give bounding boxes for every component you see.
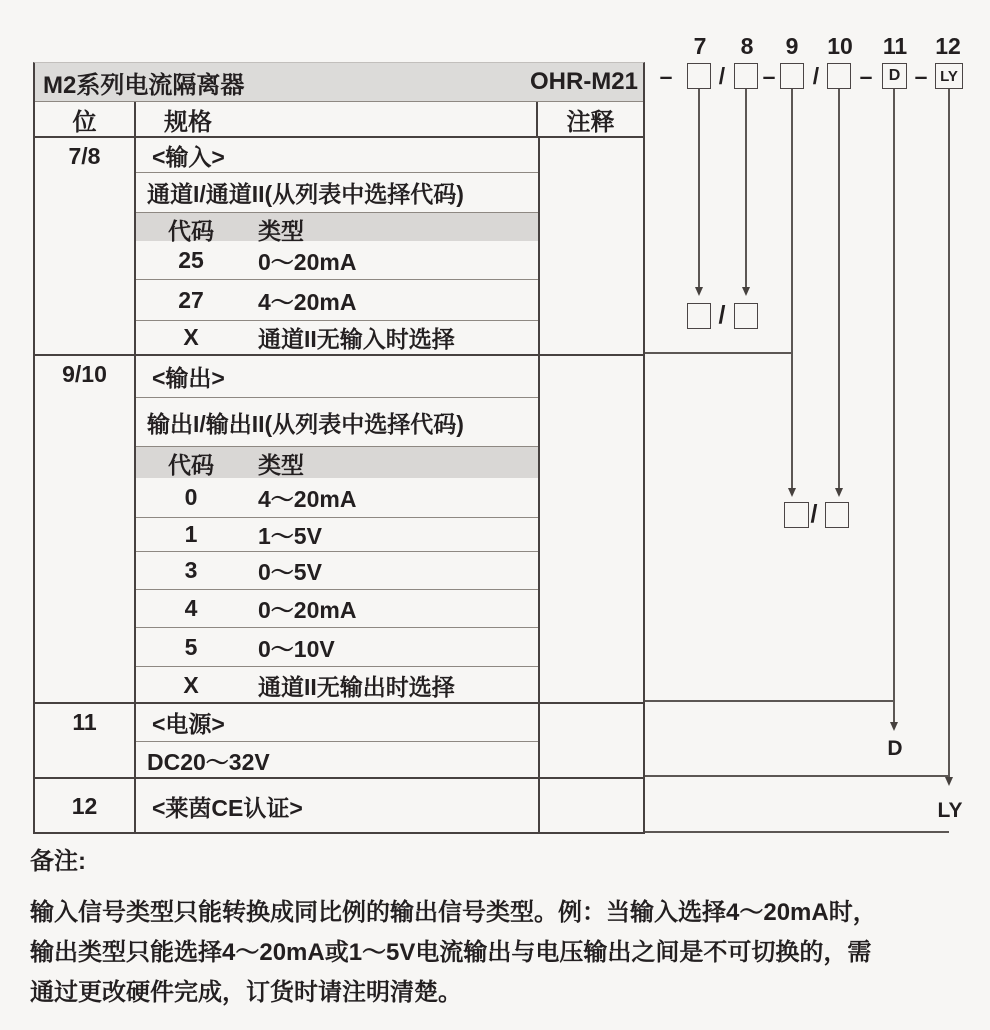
digit-box-11-d: D <box>882 63 907 89</box>
position-value: 11 <box>72 709 97 735</box>
note-cell-empty <box>538 138 643 354</box>
note-cell-empty <box>538 356 643 704</box>
type-value: 0～5V <box>258 559 322 585</box>
type-value: 0～10V <box>258 635 335 662</box>
input-channel-box-2 <box>734 303 758 329</box>
remarks-line-1: 输入信号类型只能转换成同比例的输出信号类型。例：当输入选择4～20mA时， <box>30 899 877 926</box>
arrowhead-digit-12 <box>945 777 953 786</box>
type-header-label: 类型 <box>258 218 304 244</box>
type-value: 通道II无输出时选择 <box>258 674 455 700</box>
type-header-label: 类型 <box>258 452 304 478</box>
digit-box-8 <box>734 63 758 89</box>
input-pair-slash: / <box>718 301 726 329</box>
digit-label-10: 10 <box>827 33 853 59</box>
digit-label-12: 12 <box>935 33 961 59</box>
dash-separator-1: – <box>659 62 673 89</box>
position-value: 9/10 <box>62 361 107 387</box>
code-row <box>136 478 538 517</box>
type-value: 0～20mA <box>258 597 357 623</box>
power-code-label: D <box>887 737 903 760</box>
remarks-line-3: 通过更改硬件完成，订货时请注明清楚。 <box>30 979 462 1006</box>
code-header-label: 代码 <box>168 218 214 244</box>
position-cell-12 <box>35 779 136 834</box>
code-value: 3 <box>184 557 198 583</box>
arrowhead-digit-7 <box>695 287 703 296</box>
output-pair-slash: / <box>810 500 818 528</box>
remarks-title: 备注: <box>30 848 86 875</box>
dash-separator-2: – <box>762 62 776 89</box>
arrowhead-digit-9 <box>788 488 796 497</box>
spec-column-ce <box>136 779 538 834</box>
type-value: 1～5V <box>258 523 322 549</box>
dash-separator-4: – <box>914 62 928 89</box>
spec-column-output <box>136 356 538 704</box>
spec-heading-ce: <莱茵CE认证> <box>152 795 303 821</box>
code-header-row <box>136 446 538 478</box>
connector-line-digit-12 <box>948 89 950 777</box>
output-channel-box-2 <box>825 502 849 528</box>
power-spec-value: DC20～32V <box>136 741 538 779</box>
connector-line-digit-11 <box>893 89 895 722</box>
digit-box-9 <box>780 63 804 89</box>
spec-column-power <box>136 704 538 779</box>
type-value: 通道II无输入时选择 <box>258 326 455 352</box>
divider-extension-bottom <box>645 831 949 833</box>
arrowhead-digit-10 <box>835 488 843 497</box>
divider-extension-input-section <box>645 352 792 354</box>
connector-line-digit-10 <box>838 89 840 488</box>
code-row <box>136 517 538 551</box>
spec-table <box>33 62 645 834</box>
code-row <box>136 627 538 666</box>
section-ce <box>35 777 643 832</box>
spec-heading-input: <输入> <box>152 143 225 170</box>
connector-line-digit-7 <box>698 89 700 287</box>
code-header-row <box>136 212 538 244</box>
digit-box-10 <box>827 63 851 89</box>
code-value: X <box>183 672 199 698</box>
code-row <box>136 279 538 320</box>
column-header-note: 注释 <box>566 109 615 136</box>
position-cell-11 <box>35 704 136 779</box>
column-header-position: 位 <box>35 102 136 137</box>
type-value: 0～20mA <box>258 248 357 275</box>
model-number: OHR-M21 <box>529 68 638 95</box>
table-title-bar <box>35 63 643 101</box>
type-value: 4～20mA <box>258 288 357 315</box>
code-value: 27 <box>178 286 204 313</box>
position-value: 12 <box>71 793 98 819</box>
section-output <box>35 354 643 702</box>
digit-label-7: 7 <box>693 33 707 59</box>
divider-extension-output-section <box>645 700 894 702</box>
series-title: M2系列电流隔离器 <box>43 71 245 99</box>
code-header-label: 代码 <box>168 452 214 478</box>
spec-heading-power: <电源> <box>152 711 225 737</box>
digit-label-9: 9 <box>785 33 799 59</box>
code-row <box>136 551 538 589</box>
position-cell-7-8 <box>35 138 136 354</box>
type-value: 4～20mA <box>258 486 357 512</box>
code-value: 5 <box>184 633 198 660</box>
note-cell-empty <box>538 704 643 779</box>
connector-line-digit-8 <box>745 89 747 287</box>
code-row <box>136 666 538 704</box>
digit-box-7 <box>687 63 711 89</box>
code-value: 1 <box>184 521 198 547</box>
position-cell-9-10 <box>35 356 136 704</box>
code-value: 4 <box>184 595 198 621</box>
digit-box-12-ly: LY <box>935 63 963 89</box>
note-cell-empty <box>538 779 643 834</box>
spec-subheading-input: 通道I/通道II(从列表中选择代码) <box>136 172 538 212</box>
code-row <box>136 320 538 354</box>
input-channel-box-1 <box>687 303 711 329</box>
remarks-block <box>30 841 965 1013</box>
spec-heading-output: <输出> <box>152 365 225 391</box>
remarks-line-2: 输出类型只能选择4～20mA或1～5V电流输出与电压输出之间是不可切换的，需 <box>30 939 872 966</box>
slash-separator-1: / <box>718 62 726 89</box>
dash-separator-3: – <box>859 62 873 89</box>
connector-line-digit-9 <box>791 89 793 488</box>
code-row <box>136 589 538 627</box>
slash-separator-2: / <box>812 62 820 89</box>
divider-extension-power-section <box>645 775 949 777</box>
ce-code-label: LY <box>937 799 963 822</box>
position-value: 7/8 <box>68 143 101 169</box>
digit-label-8: 8 <box>740 33 754 59</box>
spec-subheading-output: 输出I/输出II(从列表中选择代码) <box>136 397 538 446</box>
code-row <box>136 241 538 279</box>
arrowhead-digit-11 <box>890 722 898 731</box>
digit-label-11: 11 <box>882 33 908 59</box>
code-value: 25 <box>178 246 204 273</box>
code-value: 0 <box>184 484 198 510</box>
section-input <box>35 138 643 354</box>
output-channel-box-1 <box>784 502 809 528</box>
column-header-spec: 规格 <box>136 102 538 137</box>
section-power <box>35 702 643 777</box>
arrowhead-digit-8 <box>742 287 750 296</box>
code-value: X <box>183 324 199 350</box>
spec-column-input <box>136 138 538 354</box>
table-header-row <box>35 101 643 138</box>
